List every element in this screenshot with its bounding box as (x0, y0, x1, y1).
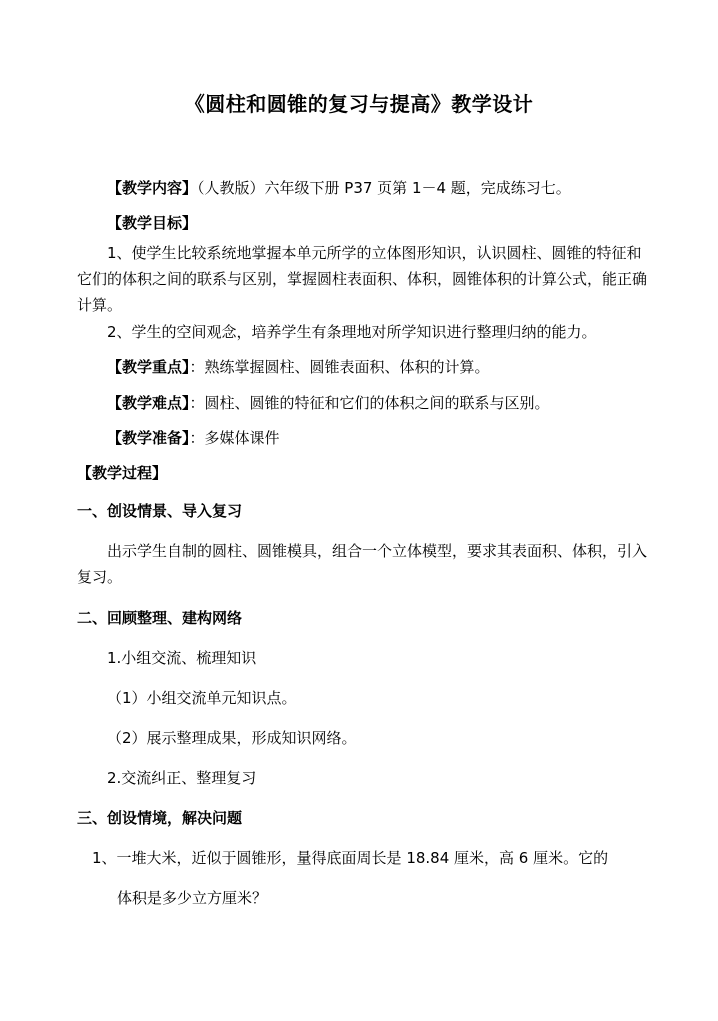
preparation-line (107, 426, 280, 450)
question-1-line-2: 体积是多少立方厘米？ (117, 889, 268, 907)
section-1-heading: 一、创设情景、导入复习 (77, 502, 243, 520)
section-2-step-2: 2.交流纠正、整理复习 (107, 769, 257, 787)
section-3-heading: 三、创设情境，解决问题 (77, 809, 243, 827)
question-1-line-1: 1、一堆大米，近似于圆锥形，量得底面周长是 18.84 厘米，高 6 厘米。它的 (92, 849, 609, 867)
section-2-sub-1: （1）小组交流单元知识点。 (107, 689, 297, 707)
difficulties-line (107, 391, 550, 415)
difficulties-text: ：圆柱、圆锥的特征和它们的体积之间的联系与区别。 (189, 394, 550, 412)
section-1-text: 出示学生自制的圆柱、圆锥模具，组合一个立体模型，要求其表面积、体积，引入复习。 (77, 542, 648, 586)
page-title: 《圆柱和圆锥的复习与提高》教学设计 (184, 92, 534, 116)
goal-item-2: 2、学生的空间观念，培养学生有条理地对所学知识进行整理归纳的能力。 (107, 323, 597, 341)
section-2-heading: 二、回顾整理、建构网络 (77, 609, 243, 627)
preparation-label: 【教学准备】 (107, 429, 190, 447)
section-2-step-1: 1.小组交流、梳理知识 (107, 649, 257, 667)
teaching-content-line (107, 176, 571, 200)
key-points-text: ：熟练掌握圆柱、圆锥表面积、体积的计算。 (189, 358, 490, 376)
key-points-label: 【教学重点】 (107, 358, 190, 376)
process-label: 【教学过程】 (77, 464, 168, 482)
key-points-line (107, 355, 490, 379)
goal-item-1: 1、使学生比较系统地掌握本单元所学的立体图形知识，认识圆柱、圆锥的特征和它们的体积之间的联系与区别，掌握圆柱表面积、体积，圆锥体积的计算公式，能正确计算。 (77, 244, 648, 314)
preparation-text: ：多媒体课件 (189, 429, 280, 447)
teaching-goals-label: 【教学目标】 (107, 214, 198, 232)
teaching-content-text: （人教版）六年级下册 P37 页第 1－4 题，完成练习七。 (197, 179, 571, 197)
difficulties-label: 【教学难点】 (107, 394, 190, 412)
section-2-sub-2: （2）展示整理成果，形成知识网络。 (107, 729, 357, 747)
teaching-content-label: 【教学内容】 (107, 179, 198, 197)
